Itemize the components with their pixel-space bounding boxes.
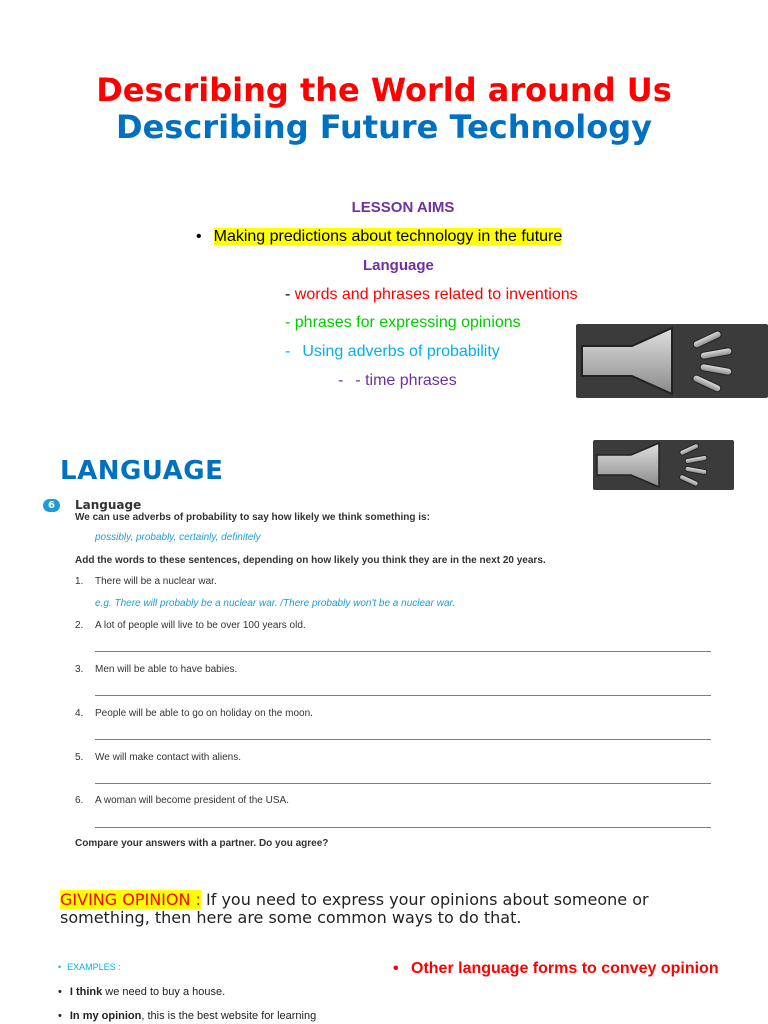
question-text: People will be able to go on holiday on the moon. xyxy=(95,708,313,719)
language-subheading: Language xyxy=(363,257,434,274)
question-3 xyxy=(75,664,237,675)
example-item xyxy=(58,1010,316,1022)
giving-opinion-paragraph xyxy=(60,891,720,927)
example-text: , this is the best website for learning xyxy=(141,1010,317,1022)
lesson-aim-item xyxy=(196,228,562,246)
question-1 xyxy=(75,576,217,587)
question-text: A lot of people will live to be over 100 years old. xyxy=(95,620,306,631)
language-item-opinions: - phrases for expressing opinions xyxy=(285,314,521,331)
question-number: 2. xyxy=(75,620,84,631)
answer-line[interactable] xyxy=(95,739,711,740)
giving-opinion-text: If you need to express your opinions about someone or something, then here are some common ways to do that. xyxy=(60,890,649,927)
worksheet-example: e.g. There will probably be a nuclear war. /There probably won't be a nuclear war. xyxy=(95,598,456,609)
language-section-title: LANGUAGE xyxy=(60,456,224,486)
speaker-icon[interactable] xyxy=(576,324,768,398)
question-2 xyxy=(75,620,306,631)
question-number: 5. xyxy=(75,752,84,763)
question-6 xyxy=(75,795,289,806)
question-4 xyxy=(75,708,313,719)
language-item-text: - time phrases xyxy=(355,372,457,389)
bullet-icon: • xyxy=(393,960,399,977)
question-number: 6. xyxy=(75,795,84,806)
exercise-number-badge: 6 xyxy=(43,499,60,512)
language-item-text: words and phrases related to inventions xyxy=(294,286,578,303)
examples-label xyxy=(58,962,121,972)
answer-line[interactable] xyxy=(95,827,711,828)
answer-line[interactable] xyxy=(95,651,711,652)
question-number: 1. xyxy=(75,576,84,587)
bullet-icon: • xyxy=(58,1010,62,1022)
title-part-2: Describing Future Technology xyxy=(116,108,652,146)
worksheet-adverbs: possibly, probably, certainly, definitely xyxy=(95,532,261,543)
worksheet-heading: Language xyxy=(75,498,142,512)
question-text: We will make contact with aliens. xyxy=(95,752,241,763)
language-item-text: Using adverbs of probability xyxy=(302,343,500,360)
question-number: 4. xyxy=(75,708,84,719)
worksheet-compare: Compare your answers with a partner. Do you agree? xyxy=(75,838,329,849)
dash-icon: - xyxy=(338,372,344,389)
example-text: we need to buy a house. xyxy=(102,986,226,998)
language-item-inventions xyxy=(285,286,578,304)
page-title xyxy=(60,72,708,146)
question-number: 3. xyxy=(75,664,84,675)
title-part-1: Describing the World around Us xyxy=(96,71,672,109)
language-item-adverbs xyxy=(285,343,500,361)
lesson-aim-text: Making predictions about technology in the future xyxy=(213,228,563,245)
worksheet-instruction: Add the words to these sentences, depending on how likely you think they are in the next 20 years. xyxy=(75,555,546,566)
other-language-forms-text: Other language forms to convey opinion xyxy=(411,960,719,977)
example-bold: In my opinion xyxy=(69,1010,142,1022)
bullet-icon: • xyxy=(196,228,202,245)
answer-line[interactable] xyxy=(95,695,711,696)
question-text: There will be a nuclear war. xyxy=(95,576,217,587)
dash-icon: - xyxy=(285,286,295,303)
dash-icon: - xyxy=(285,343,291,360)
bullet-icon: • xyxy=(58,986,62,998)
lesson-aims-heading: LESSON AIMS xyxy=(351,199,455,216)
example-bold: I think xyxy=(69,986,103,998)
other-language-forms xyxy=(393,960,723,978)
speaker-icon[interactable] xyxy=(593,440,734,490)
question-text: Men will be able to have babies. xyxy=(95,664,238,675)
examples-label-text: EXAMPLES : xyxy=(67,962,121,972)
giving-opinion-label: GIVING OPINION : xyxy=(60,890,201,909)
language-item-time-phrases xyxy=(338,372,457,390)
question-text: A woman will become president of the USA. xyxy=(95,795,289,806)
bullet-icon: • xyxy=(58,962,62,972)
example-item xyxy=(58,986,225,998)
question-5 xyxy=(75,752,241,763)
answer-line[interactable] xyxy=(95,783,711,784)
worksheet-intro: We can use adverbs of probability to say how likely we think something is: xyxy=(75,512,430,523)
